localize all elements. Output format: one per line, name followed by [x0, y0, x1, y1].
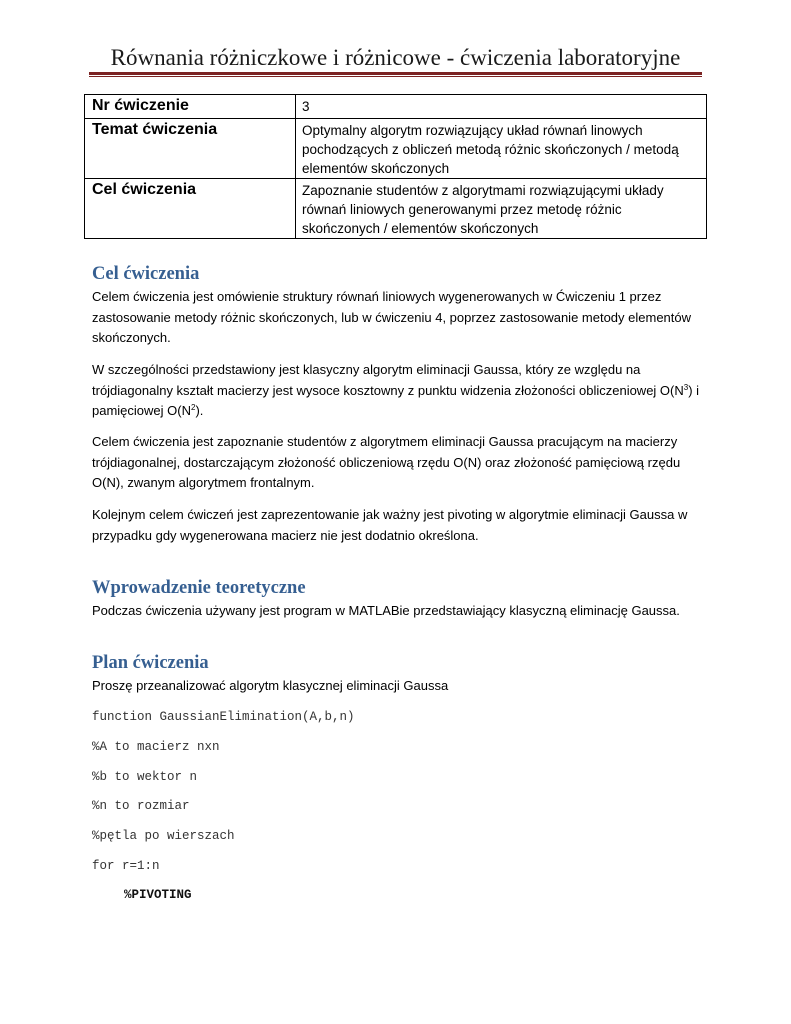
page-header-title: Równania różniczkowe i różnicowe - ćwiczenia laboratoryjne: [110, 45, 681, 70]
theory-paragraph-1: Podczas ćwiczenia używany jest program w MATLABie przedstawiający klasyczną eliminację Gaussa.: [92, 603, 680, 618]
section-heading-plan: Plan ćwiczenia: [92, 653, 209, 673]
code-line: %b to wektor n: [92, 770, 198, 784]
table-row: [85, 179, 707, 239]
code-line: %A to macierz nxn: [92, 740, 220, 754]
code-line: for r=1:n: [92, 859, 160, 873]
goal-paragraph-4: Kolejnym celem ćwiczeń jest zaprezentowanie jak ważny jest pivoting w algorytmie eliminacji Gaussa w przypadku gdy wygenerowana macierz nie jest dodatnio określona.: [92, 507, 688, 543]
table-label-exercise-number: Nr ćwiczenie: [85, 95, 296, 119]
section-heading-theory: Wprowadzenie teoretyczne: [92, 578, 306, 598]
goal-paragraph-3: Celem ćwiczenia jest zapoznanie studentów z algorytmem eliminacji Gaussa pracującym na macierzy trójdiagonalnej, dostarczającym złożoność obliczeniową rzędu O(N) oraz złożoność pamięciową rzędu O(N), zwanym algorytmem frontalnym.: [92, 434, 681, 490]
table-row: [85, 95, 707, 119]
table-label-goal: Cel ćwiczenia: [85, 179, 296, 239]
table-value-goal: Zapoznanie studentów z algorytmami rozwiązującymi układy równań liniowych generowanymi przez metodę różnic skończonych / elementów skończonych: [296, 179, 707, 239]
exercise-info-table: [84, 94, 707, 239]
code-line: %n to rozmiar: [92, 799, 190, 813]
header-rule-thin: [89, 76, 702, 77]
plan-paragraph-1: Proszę przeanalizować algorytm klasycznej eliminacji Gaussa: [92, 678, 449, 693]
table-row: [85, 119, 707, 179]
header-rule-thick: [89, 72, 702, 75]
section-heading-goal: Cel ćwiczenia: [92, 264, 200, 284]
code-line: %pętla po wierszach: [92, 829, 235, 843]
code-line: function GaussianElimination(A,b,n): [92, 710, 355, 724]
code-line-pivoting: %PIVOTING: [124, 888, 192, 902]
table-label-topic: Temat ćwiczenia: [85, 119, 296, 179]
goal-paragraph-1: Celem ćwiczenia jest omówienie struktury równań liniowych wygenerowanych w Ćwiczeniu 1 przez zastosowanie metody różnic skończonych, lub w ćwiczeniu 4, poprzez zastosowanie metody elementów skończonych.: [92, 289, 692, 345]
goal-paragraph-2: W szczególności przedstawiony jest klasyczny algorytm eliminacji Gaussa, który ze względu na trójdiagonalny kształt macierzy jest wysoce kosztowny z punktu widzenia złożoności obliczeniowej $O(N^3)$ i pamięciowej $O(N^2)$.: [92, 362, 700, 418]
table-value-exercise-number: 3: [296, 95, 707, 119]
table-value-topic: Optymalny algorytm rozwiązujący układ równań linowych pochodzących z obliczeń metodą różnic skończonych / metodą elementów skończonych: [296, 119, 707, 179]
